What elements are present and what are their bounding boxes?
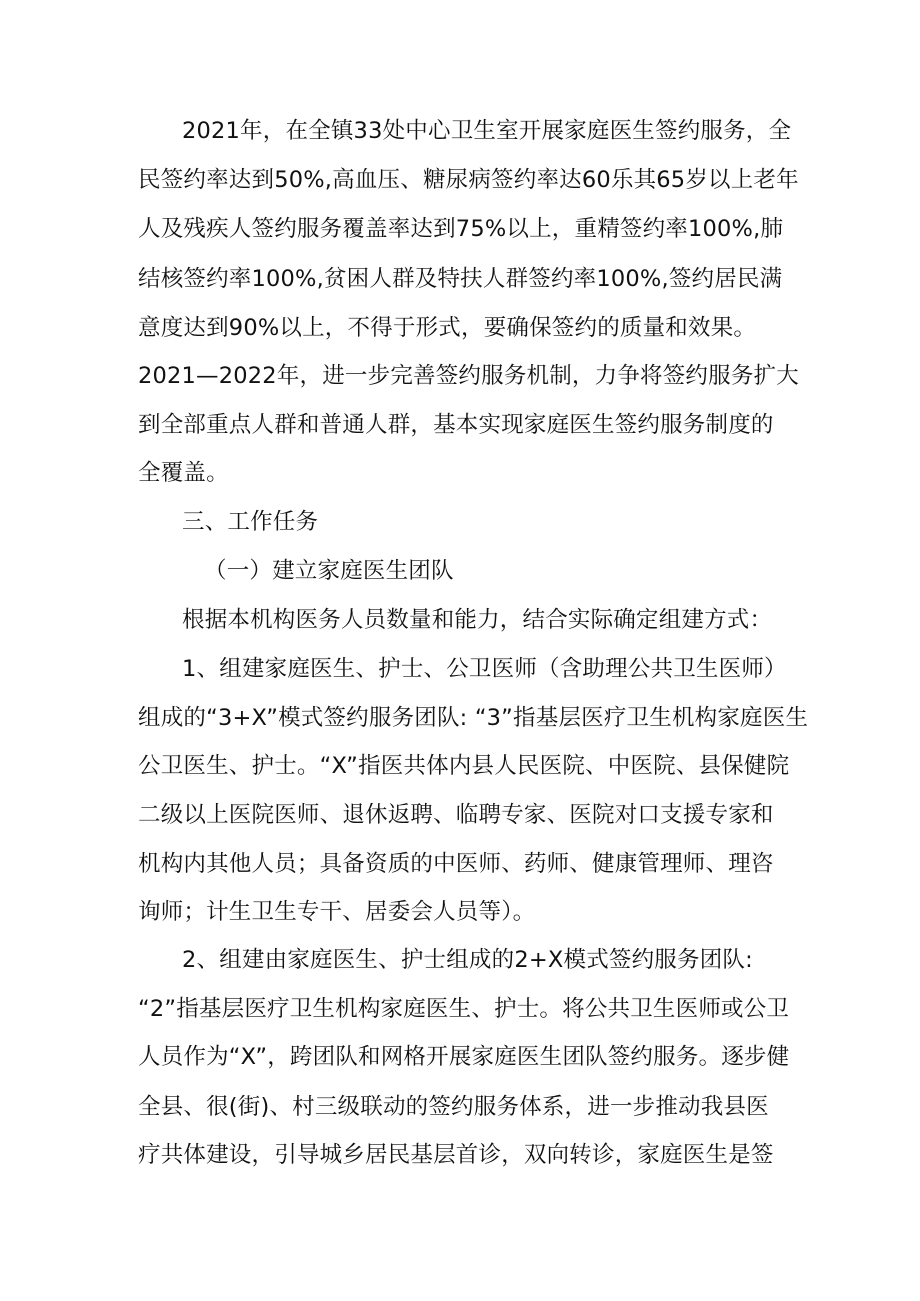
- text-line-11: 根据本机构医务人员数量和能力，结合实际确定组建方式：: [182, 607, 773, 633]
- text-line-2: 民签约率达到50%,高血压、糖尿病签约率达60乐其65岁以上老年: [138, 167, 799, 193]
- subsection-heading: （一）建立家庭医生团队: [204, 558, 454, 584]
- text-line-7: 到全部重点人群和普通人群，基本实现家庭医生签约服务制度的: [138, 412, 774, 438]
- text-line-16: 机构内其他人员；具备资质的中医师、药师、健康管理师、理咨: [138, 851, 774, 877]
- text-line-4: 结核签约率100%,贫困人群及特扶人群签约率100%,签约居民满: [138, 266, 783, 292]
- text-line-22: 疗共体建设，引导城乡居民基层首诊，双向转诊，家庭医生是签: [138, 1142, 774, 1168]
- text-line-6: 2021—2022年，进一步完善签约服务机制，力争将签约服务扩大: [138, 363, 799, 389]
- text-line-21: 全县、很(街)、村三级联动的签约服务体系，进一步推动我县医: [138, 1094, 769, 1120]
- text-line-12: 1、组建家庭医生、护士、公卫医师（含助理公共卫生医师）: [182, 656, 787, 682]
- text-line-3: 人及残疾人签约服务覆盖率达到75%以上，重精签约率100%,肺: [138, 216, 784, 242]
- text-line-5: 意度达到90%以上，不得于形式，要确保签约的质量和效果。: [138, 315, 757, 341]
- text-line-13: 组成的“3+X”模式签约服务团队: “3”指基层医疗卫生机构家庭医生: [138, 705, 809, 731]
- section-heading: 三、工作任务: [182, 509, 319, 535]
- text-line-19: “2”指基层医疗卫生机构家庭医生、护士。将公共卫生医师或公卫: [138, 996, 790, 1022]
- text-line-17: 询师；计生卫生专干、居委会人员等）。: [138, 899, 536, 925]
- text-line-14: 公卫医生、护士。“X”指医共体内县人民医院、中医院、县保健院: [138, 753, 790, 779]
- text-line-18: 2、组建由家庭医生、护士组成的2+X模式签约服务团队:: [182, 947, 753, 973]
- text-line-1: 2021年，在全镇33处中心卫生室开展家庭医生签约服务，全: [182, 118, 792, 144]
- text-line-20: 人员作为“X”，跨团队和网格开展家庭医生团队签约服务。逐步健: [138, 1044, 790, 1070]
- text-line-8: 全覆盖。: [138, 460, 229, 486]
- text-line-15: 二级以上医院医师、退休返聘、临聘专家、医院对口支援专家和: [138, 802, 774, 828]
